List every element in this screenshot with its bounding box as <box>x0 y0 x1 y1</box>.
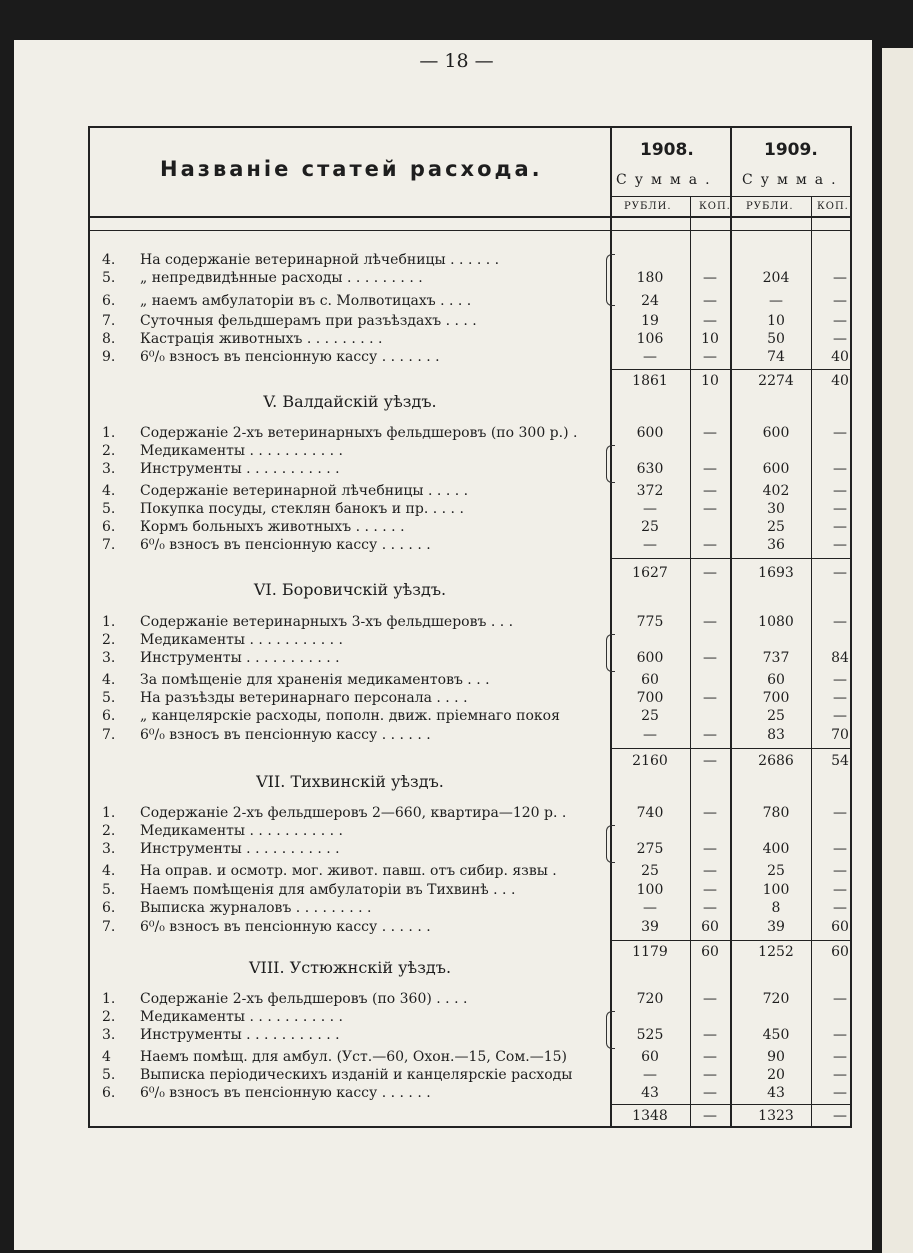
table-row: 5. „ непредвидѣнные расходы . . . . . . . . . 180 — 204 — <box>102 270 847 286</box>
total-row: 1861 10 2274 40 <box>632 373 849 389</box>
table-row: 6. „ канцелярскіе расходы, пополн. движ. пріемнаго покоя 25 25 — <box>102 708 847 724</box>
year-1909: 1909. <box>764 140 818 160</box>
page-number: — 18 — <box>419 50 494 72</box>
table-row: 9. 6⁰/₀ взносъ въ пенсіонную кассу . . . . . . . — — 74 40 <box>102 349 849 365</box>
table-row: 7. Суточныя фельдшерамъ при разъѣздахъ . . . . 19 — 10 — <box>102 313 847 329</box>
section-title: VII. Тихвинскій уѣздъ. <box>256 772 444 791</box>
section-title: VI. Боровичскій уѣздъ. <box>253 580 447 599</box>
table-title: Названіе статей расхода. <box>160 157 543 181</box>
table-row: 3. Инструменты . . . . . . . . . . . 275 — 400 — <box>102 841 847 857</box>
table-row: 1. Содержаніе ветеринарныхъ 3-хъ фельдшеровъ . . . 775 — 1080 — <box>102 614 847 630</box>
rub-1909: РУБЛИ. <box>746 201 794 212</box>
table-row: 4. На содержаніе ветеринарной лѣчебницы . . . . . . <box>102 252 500 268</box>
table-row: 4. За помѣщеніе для храненія медикаментовъ . . . 60 60 — <box>102 672 847 688</box>
table-row: 3. Инструменты . . . . . . . . . . . 525 — 450 — <box>102 1027 847 1043</box>
table-row: 7. 6⁰/₀ взносъ въ пенсіонную кассу . . . . . . — — 83 70 <box>102 727 849 743</box>
table-row: 5. Выписка періодическихъ изданій и канцелярскіе расходы — — 20 — <box>102 1067 847 1083</box>
table-row: 2. Медикаменты . . . . . . . . . . . <box>102 632 343 648</box>
table-row: 6. Выписка журналовъ . . . . . . . . . — — 8 — <box>102 900 847 916</box>
table-row: 5. Покупка посуды, стеклян банокъ и пр. . . . . — — 30 — <box>102 501 847 517</box>
table-row: 1. Содержаніе 2-хъ фельдшеровъ 2—660, квартира—120 р. . 740 — 780 — <box>102 805 847 821</box>
table-row: 2. Медикаменты . . . . . . . . . . . <box>102 443 343 459</box>
table-row: 3. Инструменты . . . . . . . . . . . 630 — 600 — <box>102 461 847 477</box>
table-row: 6. Кормъ больныхъ животныхъ . . . . . . 25 25 — <box>102 519 847 535</box>
summa-1908: Сумма. <box>616 172 718 188</box>
total-row: 1179 60 1252 60 <box>632 944 849 960</box>
table-row: 4. На оправ. и осмотр. мог. живот. павш. отъ сибир. язвы . 25 — 25 — <box>102 863 847 879</box>
table-row: 7. 6⁰/₀ взносъ въ пенсіонную кассу . . . . . . — — 36 — <box>102 537 847 553</box>
kop-1909: КОП. <box>817 201 849 212</box>
table-row: 6. 6⁰/₀ взносъ въ пенсіонную кассу . . . . . . 43 — 43 — <box>102 1085 847 1101</box>
total-row: 2160 — 2686 54 <box>632 753 849 769</box>
table-row: 7. 6⁰/₀ взносъ въ пенсіонную кассу . . . . . . 39 60 39 60 <box>102 919 849 935</box>
table-row: 6. „ наемъ амбулаторіи въ с. Молвотицахъ . . . . 24 — — — <box>102 293 847 309</box>
table-row: 4. Содержаніе ветеринарной лѣчебницы . . . . . 372 — 402 — <box>102 483 847 499</box>
table-row: 5. На разъѣзды ветеринарнаго персонала . . . . 700 — 700 — <box>102 690 847 706</box>
kop-1908: КОП. <box>699 201 731 212</box>
table-row: 5. Наемъ помѣщенія для амбулаторіи въ Тихвинѣ . . . 100 — 100 — <box>102 882 847 898</box>
summa-1909: Сумма. <box>742 172 844 188</box>
total-row: 1348 — 1323 — <box>632 1108 847 1124</box>
total-row: 1627 — 1693 — <box>632 565 847 581</box>
section-title: VIII. Устюжнскій уѣздъ. <box>248 958 452 977</box>
rub-1908: РУБЛИ. <box>624 201 672 212</box>
table-row: 2. Медикаменты . . . . . . . . . . . <box>102 823 343 839</box>
table-row: 4 Наемъ помѣщ. для амбул. (Уст.—60, Охон.—15, Сом.—15) 60 — 90 — <box>102 1049 847 1065</box>
table-row: 1. Содержаніе 2-хъ ветеринарныхъ фельдшеровъ (по 300 р.) . 600 — 600 — <box>102 425 847 441</box>
table-row: 8. Кастрація животныхъ . . . . . . . . . 106 10 50 — <box>102 331 847 347</box>
section-title: V. Валдайскій уѣздъ. <box>263 392 437 411</box>
year-1908: 1908. <box>640 140 694 160</box>
table-row: 2. Медикаменты . . . . . . . . . . . <box>102 1009 343 1025</box>
table-row: 3. Инструменты . . . . . . . . . . . 600 — 737 84 <box>102 650 849 666</box>
table-row: 1. Содержаніе 2-хъ фельдшеровъ (по 360) . . . . 720 — 720 — <box>102 991 847 1007</box>
